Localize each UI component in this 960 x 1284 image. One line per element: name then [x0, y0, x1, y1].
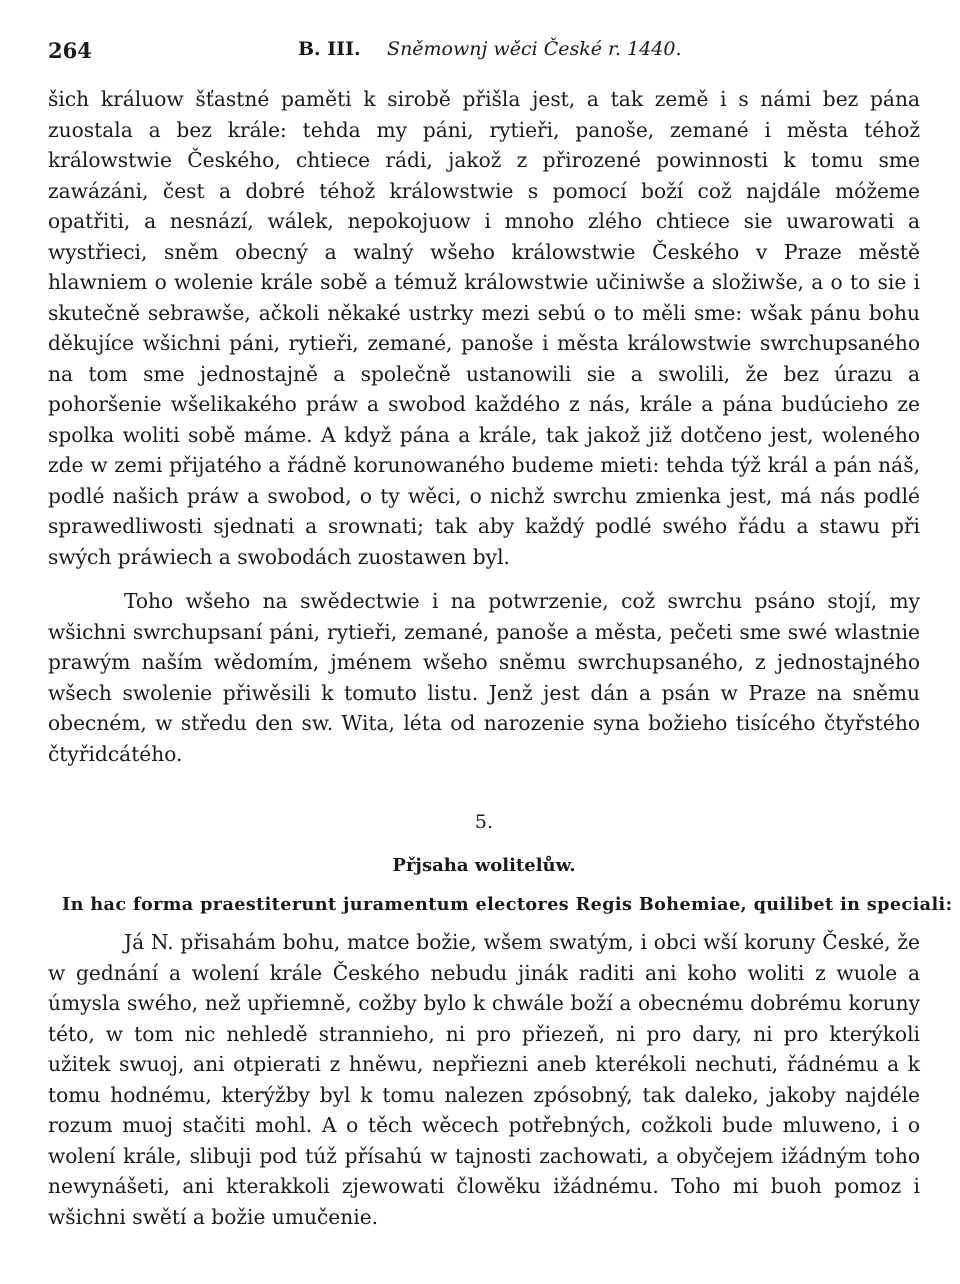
section-title: Přjsaha wolitelůw. [392, 855, 576, 876]
section-number: 5. [474, 811, 494, 833]
paragraph-oath: Já N. přisahám bohu, matce božie, wšem swatým, i obci wší koruny České, že w gednání a wolení krále Českého nebudu jinák raditi ani koho woliti z wuole a úmysla swého, než upřiemně, cožby bylo k chwále boží a obecnému dobrému koruny této, w tom nic nehledě strannieho, ni pro přiezeň, ni pro dary, ni pro kterýkoli užitek swuoj, ani otpierati z hněwu, nepřiezni aneb kterékoli nechuti, řádnému a k tomu hodnému, kterýžby byl k tomu nalezen zpósobný, tak daleko, jakoby najdéle rozum muoj stačiti mohl. A o těch wěcech potřebných, cožkoli bude mluweno, i o wolení krále, slibuji pod túž přísahú w tajnosti zachowati, a obyčejem ižádným toho newynášeti, ani kterakkoli zjewowati člowěku ižádnému. Toho mi buoh pomoz i wšichni swětí a božie umučenie. [48, 930, 920, 1229]
section-marker: B. III. [298, 38, 361, 60]
running-header [298, 38, 682, 60]
running-title: Sněmownj wěci České r. 1440. [387, 38, 682, 60]
page-number: 264 [48, 38, 92, 63]
paragraph-continued: šich králuow šťastné paměti k sirobě přišla jest, a tak země i s námi bez pána zuostala a bez krále: tehda my páni, rytieři, panoše, zemané i města téhož králowstwie Českého, chtiece rádi, jakož z přirozené powinnosti k tomu sme zawázáni, čest a dobré téhož králowstwie s pomocí boží což najdále móžeme opatřiti, a nesnází, wálek, nepokojuow i mnoho zlého chtiece sie uwarowati a wystřieci, sněm obecný a walný wšeho králowstwie Českého v Praze městě hlawniem o wolenie krále sobě a témuž králowstwie učiniwše a složiwše, a o to sie i skutečně sebrawše, ačkoli někaké ustrky mezi sebú o to měli sme: wšak pánu bohu děkujíce wšichni páni, rytieři, zemané, panoše i města králowstwie swrchupsaného na tom sme jednostajně a společně ustanowili sie a swolili, že bez úrazu a pohoršenie wšelikakého práw a swobod každého z nás, krále a pána budúcieho ze spolka woliti sobě máme. A když pána a krále, tak jakož již dotčeno jest, wolenéhο zde w zemi přijatého a řádně korunowaného budeme mieti: tehda týž král a pán náš, podlé našich práw a swobod, o ty wěci, o nichž swrchu zmienka jest, má nás podlé sprawedliwosti sjednati a srownati; tak aby každý podlé swého řádu a stawu při swých práwiech a swobodách zuostawen byl. [48, 87, 920, 569]
page-header [48, 38, 920, 74]
paragraph-attestation: Toho wšeho na swědectwie i na potwrzenie, což swrchu psáno stojí, my wšichni swrchupsaní páni, rytieři, zemané, panoše a města, pečeti sme swé wlastnie prawým naším wědomím, jménem wšeho sněmu swrchupsaného, z jednostajného wšech swolenie přiwěsili k tomuto listu. Jenž jest dán a psán w Praze na sněmu obecném, w středu den sw. Wita, léta od narozenie syna božieho tisícého čtyřstého čtyřidcátého. [48, 589, 920, 766]
section-intro: In hac forma praestiterunt juramentum electores Regis Bohemiae, quilibet in speciali: [62, 894, 953, 915]
